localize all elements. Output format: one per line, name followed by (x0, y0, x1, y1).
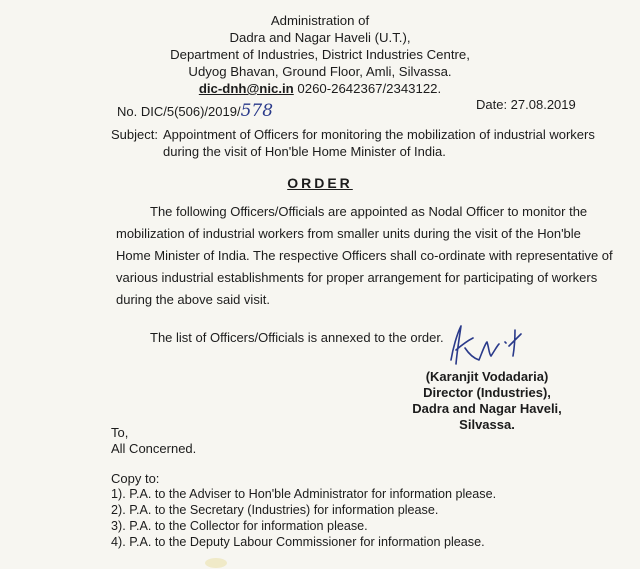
order-paragraph-line-4: various industrial establishments for proper arrangement for participating of workers (116, 270, 598, 285)
paper-smudge (205, 558, 227, 568)
header-contact (0, 80, 640, 97)
copy-to-item-1: 1). P.A. to the Adviser to Hon'ble Administrator for information please. (111, 487, 497, 501)
header-department: Department of Industries, District Industries Centre, (170, 47, 470, 62)
reference-prefix: No. DIC/5(506)/2019/ (117, 104, 241, 119)
order-heading (0, 175, 640, 191)
subject-label: Subject: (111, 127, 158, 142)
addressee-to: To, (111, 425, 129, 440)
signature-scribble (443, 320, 533, 372)
email-link[interactable]: dic-dnh@nic.in (198, 81, 294, 96)
copy-to-item-3: 3). P.A. to the Collector for information please. (111, 519, 368, 533)
phone-numbers: 0260-2642367/2343122. (293, 81, 442, 96)
order-paragraph-line-2: mobilization of industrial workers from smaller units during the visit of the Hon'ble (116, 226, 581, 241)
copy-to-label: Copy to: (111, 471, 160, 486)
addressee-recipients: All Concerned. (111, 441, 197, 456)
document-date: Date: 27.08.2019 (476, 97, 576, 112)
header-territory: Dadra and Nagar Haveli (U.T.), (229, 30, 411, 45)
subject-line-2: during the visit of Hon'ble Home Minister of India. (163, 144, 446, 159)
signatory-name: (Karanjit Vodadaria) (425, 369, 549, 384)
order-paragraph-line-3: Home Minister of India. The respective Officers shall co-ordinate with representative of (116, 248, 613, 263)
order-paragraph-line-1: The following Officers/Officials are appointed as Nodal Officer to monitor the (150, 204, 588, 219)
order-title: ORDER (287, 175, 353, 191)
subject-line-1: Appointment of Officers for monitoring the mobilization of industrial workers (163, 127, 595, 142)
signatory-territory: Dadra and Nagar Haveli, (412, 401, 562, 416)
reference-number (117, 103, 273, 120)
header-administration: Administration of (270, 13, 370, 28)
signatory-designation: Director (Industries), (423, 385, 551, 400)
order-paragraph-line-5: during the above said visit. (116, 292, 270, 307)
copy-to-item-4: 4). P.A. to the Deputy Labour Commissioner for information please. (111, 535, 485, 549)
annex-note: The list of Officers/Officials is annexed to the order. (150, 330, 444, 345)
copy-to-item-2: 2). P.A. to the Secretary (Industries) for information please. (111, 503, 439, 517)
header-address: Udyog Bhavan, Ground Floor, Amli, Silvassa. (188, 64, 452, 79)
handwritten-reference-number: 578 (240, 101, 274, 121)
signatory-city: Silvassa. (459, 417, 515, 432)
